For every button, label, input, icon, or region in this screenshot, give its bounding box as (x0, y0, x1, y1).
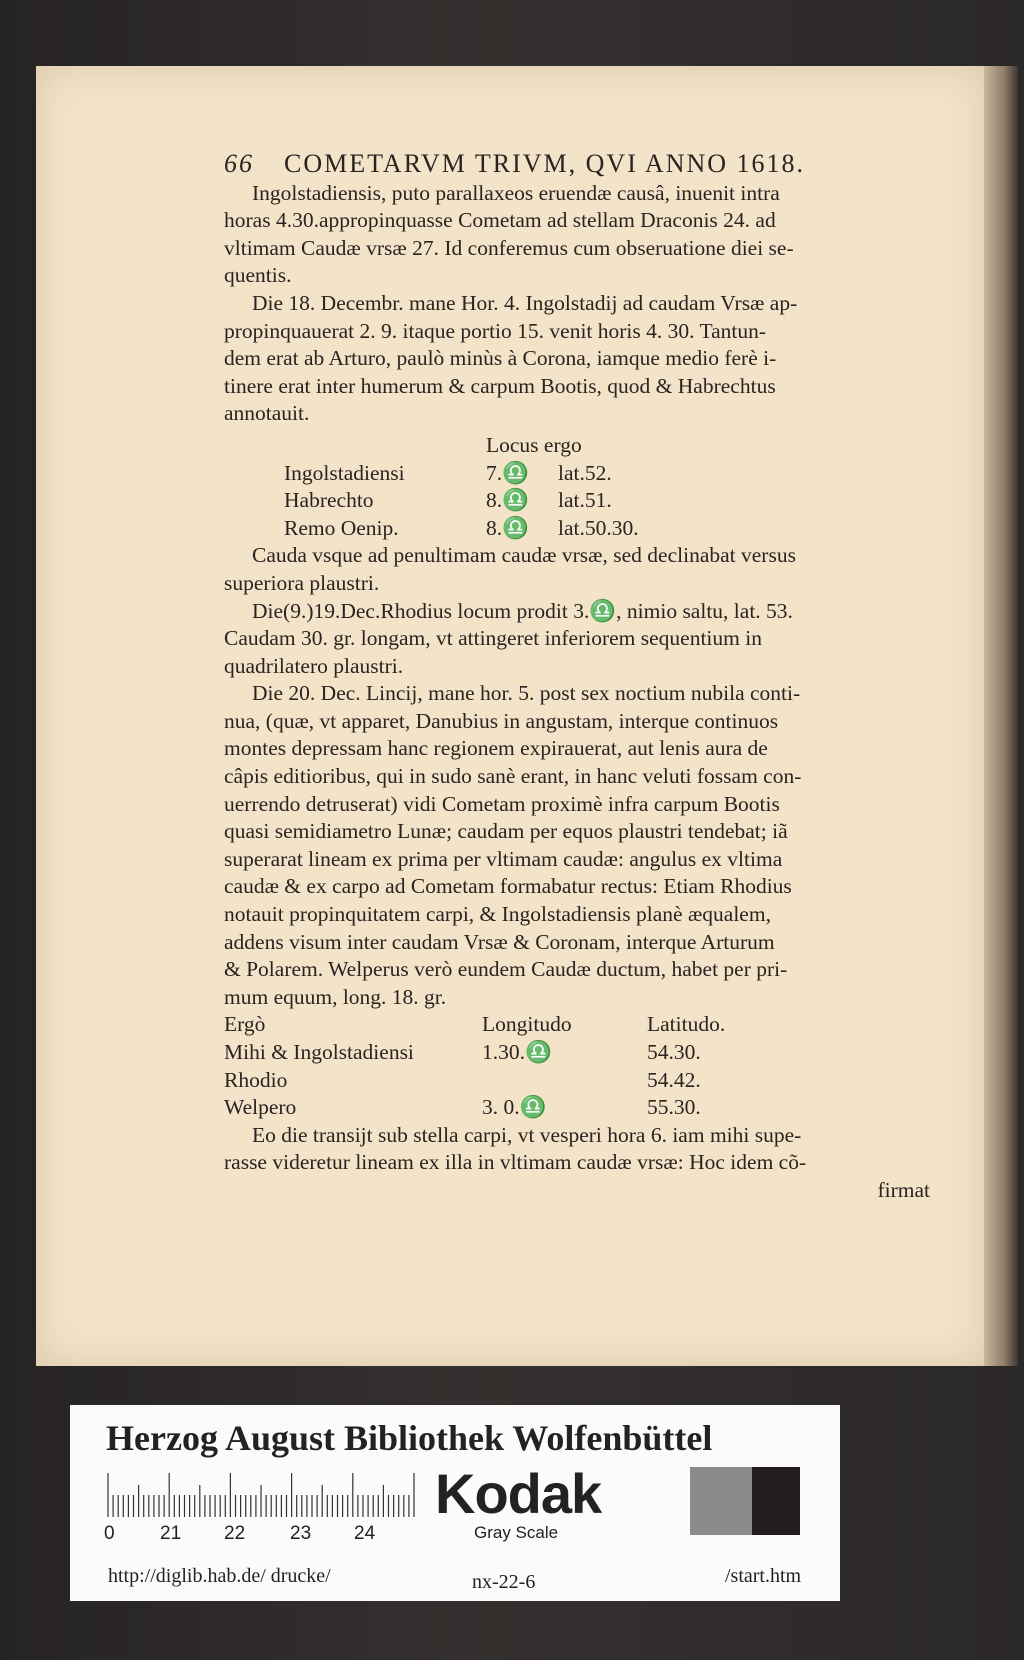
text-line: Ingolstadiensis, puto parallaxeos eruendæ causâ, inuenit intra (252, 180, 780, 205)
gray-swatch (690, 1467, 752, 1535)
text-line: annotauit. (224, 401, 310, 426)
text-line: addens visum inter caudam Vrsæ & Coronam, interque Arturum (224, 929, 775, 954)
library-name: Herzog August Bibliothek Wolfenbüttel (106, 1418, 713, 1458)
table-row (224, 515, 930, 543)
column-header: Ergò (224, 1012, 266, 1037)
locus-table (224, 432, 930, 542)
place-cell: Habrechto (284, 488, 374, 513)
paragraph-3 (224, 1122, 930, 1205)
longitude-cell: 8.♎ (486, 515, 529, 540)
text-line: superarat lineam ex prima per vltimam caudæ: angulus ex vltima (224, 846, 783, 871)
place-cell: Rhodio (224, 1067, 288, 1092)
longitude-cell (482, 1067, 647, 1095)
page-text (224, 150, 930, 1205)
table-row (224, 460, 930, 488)
ruler-labels (104, 1523, 424, 1547)
url-suffix: /start.htm (725, 1565, 802, 1587)
longitude-cell: 1.30.♎ (482, 1040, 552, 1064)
latitude-cell: lat.51. (558, 488, 612, 513)
latitude-cell: lat.52. (558, 460, 612, 485)
shelfmark: nx-22-6 (472, 1571, 536, 1593)
text-line: horas 4.30.appropinquasse Cometam ad stellam Draconis 24. ad (224, 208, 776, 233)
paragraph-1 (224, 180, 930, 428)
table-header-row (224, 1011, 930, 1039)
locus-table-heading: Locus ergo (486, 432, 582, 457)
ruler-label: 24 (354, 1523, 376, 1544)
text-line: Die(9.)19.Dec.Rhodius locum prodit 3.♎, nimio saltu, lat. 53. (252, 598, 793, 623)
gray-scale-label: Gray Scale (474, 1523, 559, 1542)
text-line: montes depressam hanc regionem expirauerat, aut lenis aura de (224, 736, 768, 761)
text-line: câpis editioribus, qui in sudo sanè erant, in hanc veluti fossam con- (224, 764, 802, 789)
longitude-cell: 7.♎ (486, 460, 529, 485)
ruler-scale (106, 1473, 416, 1517)
latitude-cell: 54.42. (647, 1067, 701, 1092)
table-row (224, 1094, 930, 1122)
url-prefix: http://diglib.hab.de/ drucke/ (108, 1565, 331, 1587)
black-swatch (752, 1467, 800, 1535)
column-header: Latitudo. (647, 1012, 726, 1037)
catchword: firmat (877, 1177, 930, 1202)
header-title: COMETARVM TRIVM, QVI ANNO 1618. (284, 149, 806, 178)
text-line: quentis. (224, 263, 292, 288)
ruler-label: 0 (104, 1523, 115, 1544)
text-line: Cauda vsque ad penultimam caudæ vrsæ, sed declinabat versus (252, 543, 796, 568)
text-line: nua, (quæ, vt apparet, Danubius in angustam, interque continuos (224, 708, 779, 733)
text-line: rasse videretur lineam ex illa in vltimam caudæ vrsæ: Hoc idem cõ- (224, 1150, 807, 1175)
text-line: propinquauerat 2. 9. itaque portio 15. venit horis 4. 30. Tantun- (224, 318, 767, 343)
kodak-logo: Kodak (435, 1462, 602, 1525)
ruler-label: 22 (224, 1523, 246, 1544)
table-row (224, 1039, 930, 1067)
latitude-cell: lat.50.30. (558, 515, 639, 540)
ruler-label: 23 (290, 1523, 312, 1544)
table-row (224, 1067, 930, 1095)
longitude-cell: 3. 0.♎ (482, 1095, 547, 1120)
text-line: superiora plaustri. (224, 570, 380, 595)
text-line: dem erat ab Arturo, paulò minùs à Corona, iamque medio ferè i- (224, 346, 777, 371)
place-cell: Remo Oenip. (284, 515, 399, 540)
paragraph-2 (224, 542, 930, 1011)
text-line: Eo die transijt sub stella carpi, vt vesperi hora 6. iam mihi supe- (252, 1122, 802, 1147)
library-color-card (70, 1405, 840, 1601)
text-line: uerrendo detruserat) vidi Cometam proximè infra carpum Bootis (224, 791, 780, 816)
text-line: Die 18. Decembr. mane Hor. 4. Ingolstadij ad caudam Vrsæ ap- (252, 290, 798, 315)
place-cell: Ingolstadiensi (284, 460, 405, 485)
text-line: Die 20. Dec. Lincij, mane hor. 5. post sex noctium nubila conti- (252, 681, 801, 706)
place-cell: Welpero (224, 1095, 297, 1120)
ruler-label: 21 (160, 1523, 182, 1544)
running-header (224, 150, 930, 178)
text-line: notauit propinquitatem carpi, & Ingolstadiensis planè æqualem, (224, 902, 771, 927)
place-cell: Mihi & Ingolstadiensi (224, 1040, 414, 1064)
page-number: 66 (224, 149, 254, 178)
latitude-cell: 55.30. (647, 1095, 701, 1120)
text-line: quadrilatero plaustri. (224, 653, 404, 678)
table-row (224, 487, 930, 515)
latitude-cell: 54.30. (647, 1040, 701, 1064)
text-line: caudæ & ex carpo ad Cometam formabatur rectus: Etiam Rhodius (224, 874, 792, 899)
column-header: Longitudo (482, 1012, 572, 1037)
text-line: Caudam 30. gr. longam, vt attingeret inferiorem sequentium in (224, 626, 762, 651)
text-line: tinere erat inter humerum & carpum Bootis, quod & Habrechtus (224, 373, 776, 398)
text-line: quasi semidiametro Lunæ; caudam per equos plaustri tendebat; iã (224, 819, 788, 844)
position-table (224, 1011, 930, 1121)
text-line: vltimam Caudæ vrsæ 27. Id conferemus cum obseruatione diei se- (224, 235, 794, 260)
page-edge (984, 66, 1018, 1366)
text-line: mum equum, long. 18. gr. (224, 984, 447, 1009)
text-line: & Polarem. Welperus verò eundem Caudæ ductum, habet per pri- (224, 957, 788, 982)
longitude-cell: 8.♎ (486, 488, 529, 513)
